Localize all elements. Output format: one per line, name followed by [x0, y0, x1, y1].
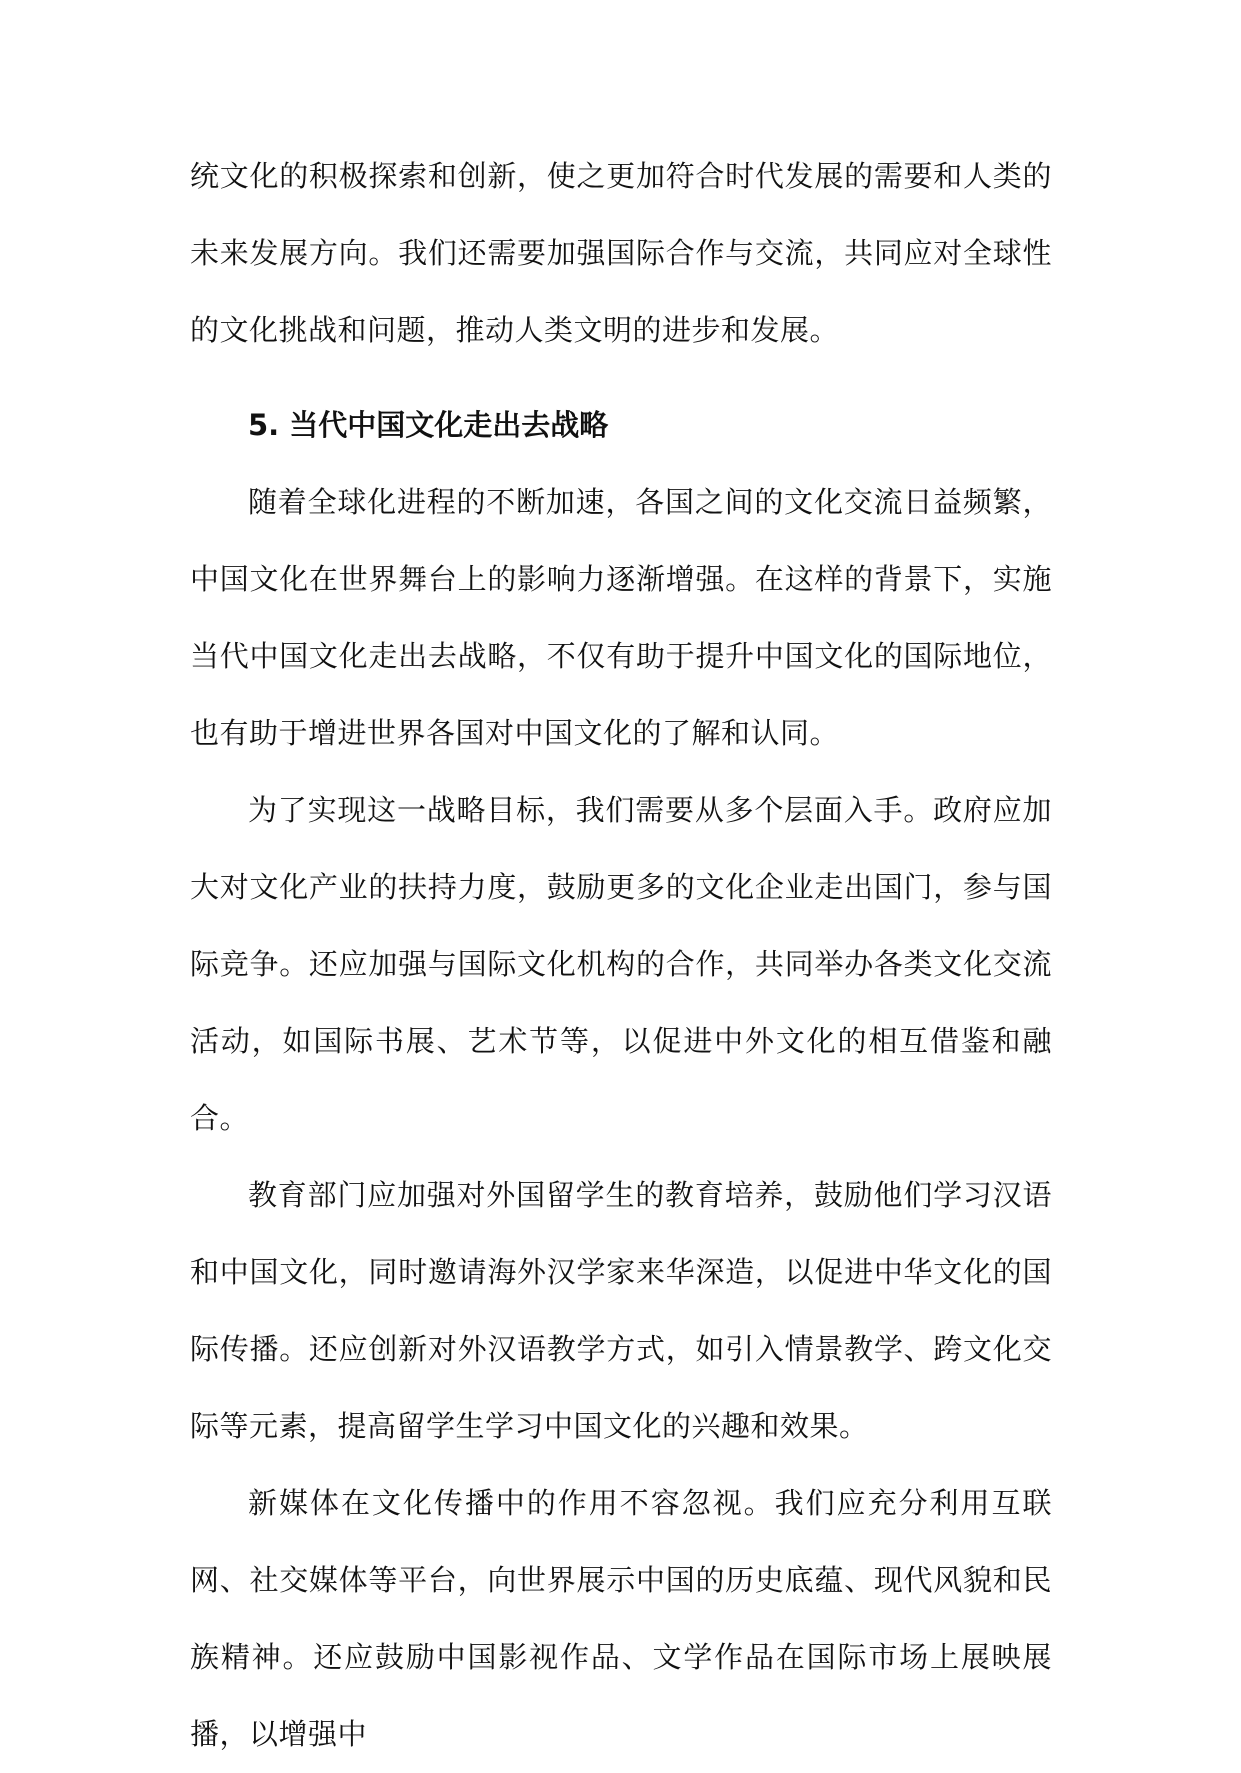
paragraph: 新媒体在文化传播中的作用不容忽视。我们应充分利用互联网、社交媒体等平台，向世界展示中国的历史底蕴、现代风貌和民族精神。还应鼓励中国影视作品、文学作品在国际市场上展映展播，以增强中 — [190, 1486, 1052, 1751]
section-heading: 5. 当代中国文化走出去战略 — [248, 408, 609, 442]
paragraph: 随着全球化进程的不断加速，各国之间的文化交流日益频繁，中国文化在世界舞台上的影响力逐渐增强。在这样的背景下，实施当代中国文化走出去战略，不仅有助于提升中国文化的国际地位，也有助于增进世界各国对中国文化的了解和认同。 — [190, 485, 1052, 750]
section-spacer — [190, 369, 1052, 387]
document-body — [190, 138, 1052, 1773]
paragraph-continuation: 统文化的积极探索和创新，使之更加符合时代发展的需要和人类的未来发展方向。我们还需要加强国际合作与交流，共同应对全球性的文化挑战和问题，推动人类文明的进步和发展。 — [190, 159, 1052, 347]
paragraph: 教育部门应加强对外国留学生的教育培养，鼓励他们学习汉语和中国文化，同时邀请海外汉学家来华深造，以促进中华文化的国际传播。还应创新对外汉语教学方式，如引入情景教学、跨文化交际等元素，提高留学生学习中国文化的兴趣和效果。 — [190, 1178, 1052, 1443]
paragraph: 为了实现这一战略目标，我们需要从多个层面入手。政府应加大对文化产业的扶持力度，鼓励更多的文化企业走出国门，参与国际竞争。还应加强与国际文化机构的合作，共同举办各类文化交流活动，如国际书展、艺术节等，以促进中外文化的相互借鉴和融合。 — [190, 793, 1052, 1135]
